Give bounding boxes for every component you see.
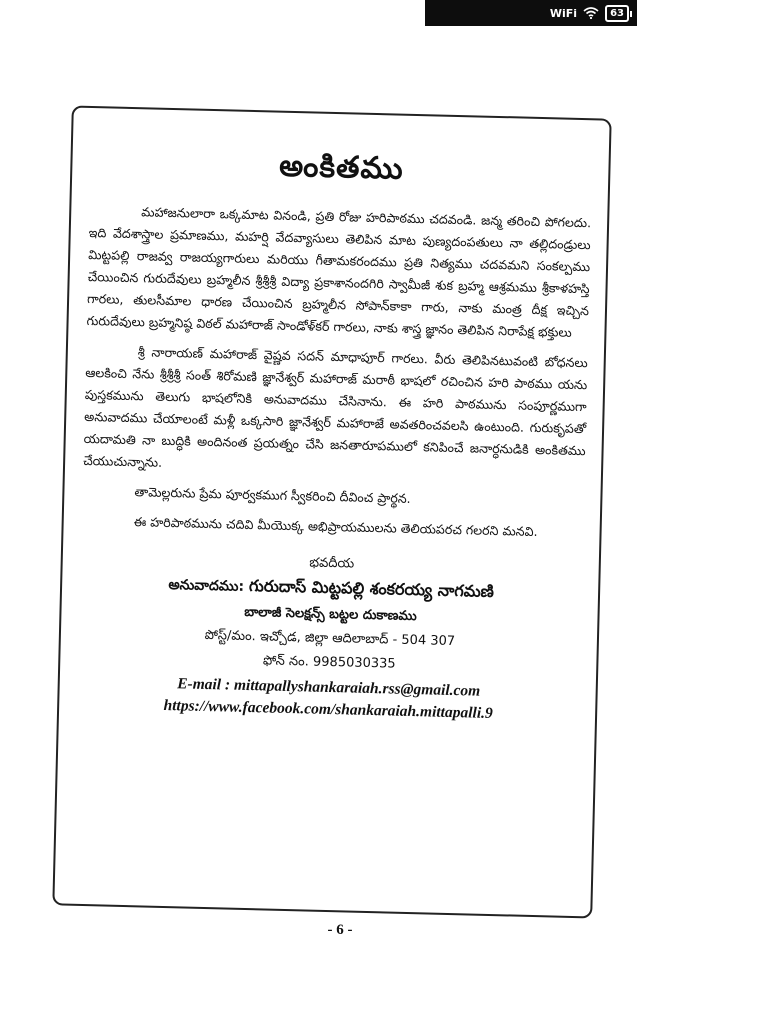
wifi-icon (583, 7, 599, 19)
document-page (52, 106, 611, 919)
website-line: https://www.facebook.com/shankaraiah.mittapalli.9 (163, 696, 493, 722)
status-bar (425, 0, 637, 26)
wifi-label: WiFi (549, 6, 578, 20)
paragraph-1: మహాజనులారా ఒక్కమాట వినండి, ప్రతి రోజు హరిపాఠము చదవండి. జన్మ తరించి పోగలదు. ఇది వేదశాస్త్రాల ప్రమాణము, మహర్షి వేదవ్యాసులు తెలిపిన మాట పుణ్యదంపతులు నా తల్లిదండ్రులు మిట్టపల్లి రాజవ్వ రాజయ్యగారులు మరియు గీతామకరందము ప్రతి నిత్యము చదవమని సంకల్పము చేయించిన గురుదేవులు బ్రహ్మలీన శ్రీశ్రీశ్రీ విద్యా ప్రకాశానందగిరి స్వామీజీ శుక బ్రహ్మ ఆశ్రమము శ్రీకాళహస్తి గారలు, తులసీమాల ధారణ చేయించిన బ్రహ్మలీన సోపాన్‌కాకా గారు, నాకు మంత్ర దీక్ష ఇచ్చిన గురుదేవులు బ్రహ్మనిష్ఠ విఠల్ మహారాజ్ సాండోళ్‌కర్ గారలు, నాకు శాస్త్ర జ్ఞానం తెలిపిన నిరాపేక్ష భక్తులు (86, 204, 592, 340)
phone-line: ఫోన్ నం. 9985030335 (262, 653, 396, 672)
page-title: అంకితము (278, 148, 404, 187)
battery-icon (605, 5, 629, 22)
battery-level: 63 (610, 7, 624, 19)
shop-name: బాలాజీ సెలక్షన్స్ బట్టల దుకాణము (244, 604, 417, 625)
paragraph-4: ఈ హరిపాఠమును చదివి మీయొక్క అభిప్రాయములను తెలియపరచ గలరని మనవి. (133, 514, 538, 540)
paragraph-3: తామెల్లరును ప్రేమ పూర్వకముగ స్వీకరించి దీవించ ప్రార్థన. (134, 484, 411, 506)
signature-block (77, 550, 583, 725)
paragraph-2: శ్రీ నారాయణ్ మహారాజ్ వైష్ణవ సదన్ మాధాపూర్ గారలు. వీరు తెలిపినటువంటి బోధనలు ఆలకించి నేను శ్రీశ్రీశ్రీ సంత్ శిరోమణి జ్ఞానేశ్వర్ మహారాజ్ మరాఠీ భాషలో రచించిన హరి పాఠము యను పుస్తకమును తెలుగు భాషలోనికి అనువాదము చేసినాను. ఈ హరి పాఠమును సంపూర్ణముగా అనువాదము చేయాలంటే మళ్లీ ఒక్కసారి జ్ఞానేశ్వర్ మహారాజే అవతరించవలసి ఉంటుంది. గురుకృపతో యదామతి నా బుద్ధికి అందినంత ప్రయత్నం చేసి జనతారూపములో కనిపించే జనార్ధనుడికి అంకితము చేయుచున్నాను. (83, 344, 588, 470)
address-line: పోస్ట్/మం. ఇచ్చోడ, జిల్లా ఆదిలాబాద్ - 504 307 (204, 627, 456, 650)
regards-text: భవదీయ (309, 555, 355, 572)
dedication-body (81, 200, 591, 544)
translator-name: గురుదాస్ మిట్టపల్లి శంకరయ్య నాగమణి (248, 575, 495, 601)
page-number: - 6 - (327, 922, 353, 938)
translator-label: అనువాదము: (168, 577, 245, 595)
email-line: E-mail : mittapallyshankaraiah.rss@gmail.com (176, 675, 481, 700)
